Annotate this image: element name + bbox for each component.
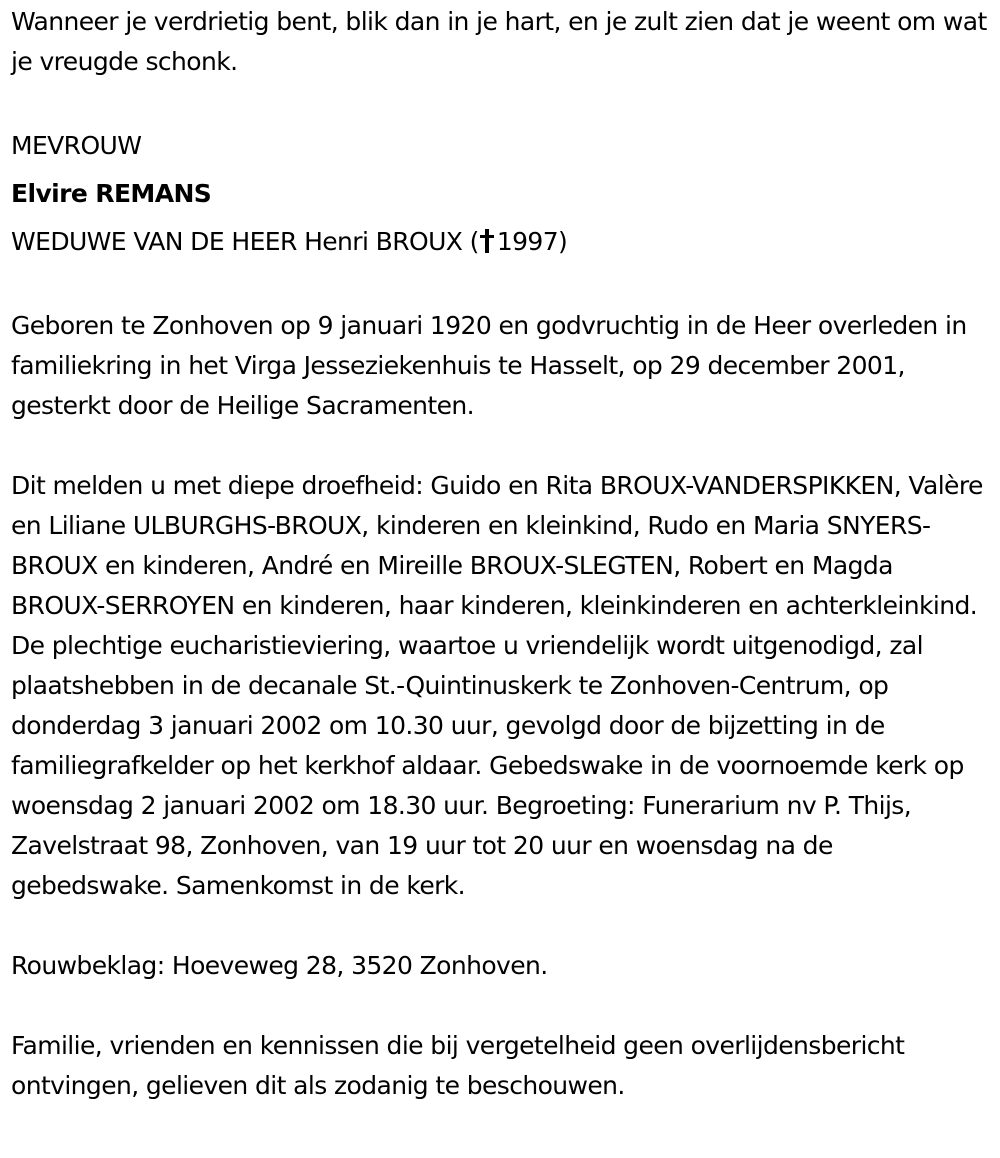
opening-quote: Wanneer je verdrietig bent, blik dan in je hart, en je zult zien dat je weent om wat je vreugde schonk. xyxy=(11,7,987,76)
spacer xyxy=(11,82,989,122)
birth-death-paragraph: Geboren te Zonhoven op 9 januari 1920 en godvruchtig in de Heer overleden in familiekring in het Virga Jesseziekenhuis te Hasselt, op 29 december 2001, gesterkt door de Heilige Sacramenten. xyxy=(11,311,967,420)
cross-icon xyxy=(480,229,494,253)
closing-note: Familie, vrienden en kennissen die bij vergetelheid geen overlijdensbericht ontvingen, gelieven dit als zodanig te beschouwen. xyxy=(11,1031,905,1100)
widow-line xyxy=(11,218,989,266)
deceased-name: Elvire REMANS xyxy=(11,179,212,208)
honorific: MEVROUW xyxy=(11,131,142,160)
condolence-address: Rouwbeklag: Hoeveweg 28, 3520 Zonhoven. xyxy=(11,951,548,980)
spacer xyxy=(11,266,989,306)
announcement-paragraph: Dit melden u met diepe droefheid: Guido en Rita BROUX-VANDERSPIKKEN, Valère en Liliane ULBURGHS-BROUX, kinderen en kleinkind, Rudo en Maria SNYERS-BROUX en kinderen, André en Mireille BROUX-SLEGTEN, Robert en Magda BROUX-SERROYEN en kinderen, haar kinderen, kleinkinderen en achterkleinkind. De plechtige eucharistieviering, waartoe u vriendelijk wordt uitgenodigd, zal plaatshebben in de decanale St.-Quintinuskerk te Zonhoven-Centrum, op donderdag 3 januari 2002 om 10.30 uur, gevolgd door de bijzetting in de familiegrafkelder op het kerkhof aldaar. Gebedswake in de voornoemde kerk op woensdag 2 januari 2002 om 18.30 uur. Begroeting: Funerarium nv P. Thijs, Zavelstraat 98, Zonhoven, van 19 uur tot 20 uur en woensdag na de gebedswake. Samenkomst in de kerk. xyxy=(11,471,983,900)
spacer xyxy=(11,906,989,946)
spouse-death-year: 1997 xyxy=(496,227,559,256)
widow-line-prefix: WEDUWE VAN DE HEER Henri BROUX ( xyxy=(11,227,479,256)
spacer xyxy=(11,986,989,1026)
spacer xyxy=(11,426,989,466)
obituary-notice xyxy=(11,2,989,1106)
widow-line-suffix: ) xyxy=(558,227,568,256)
